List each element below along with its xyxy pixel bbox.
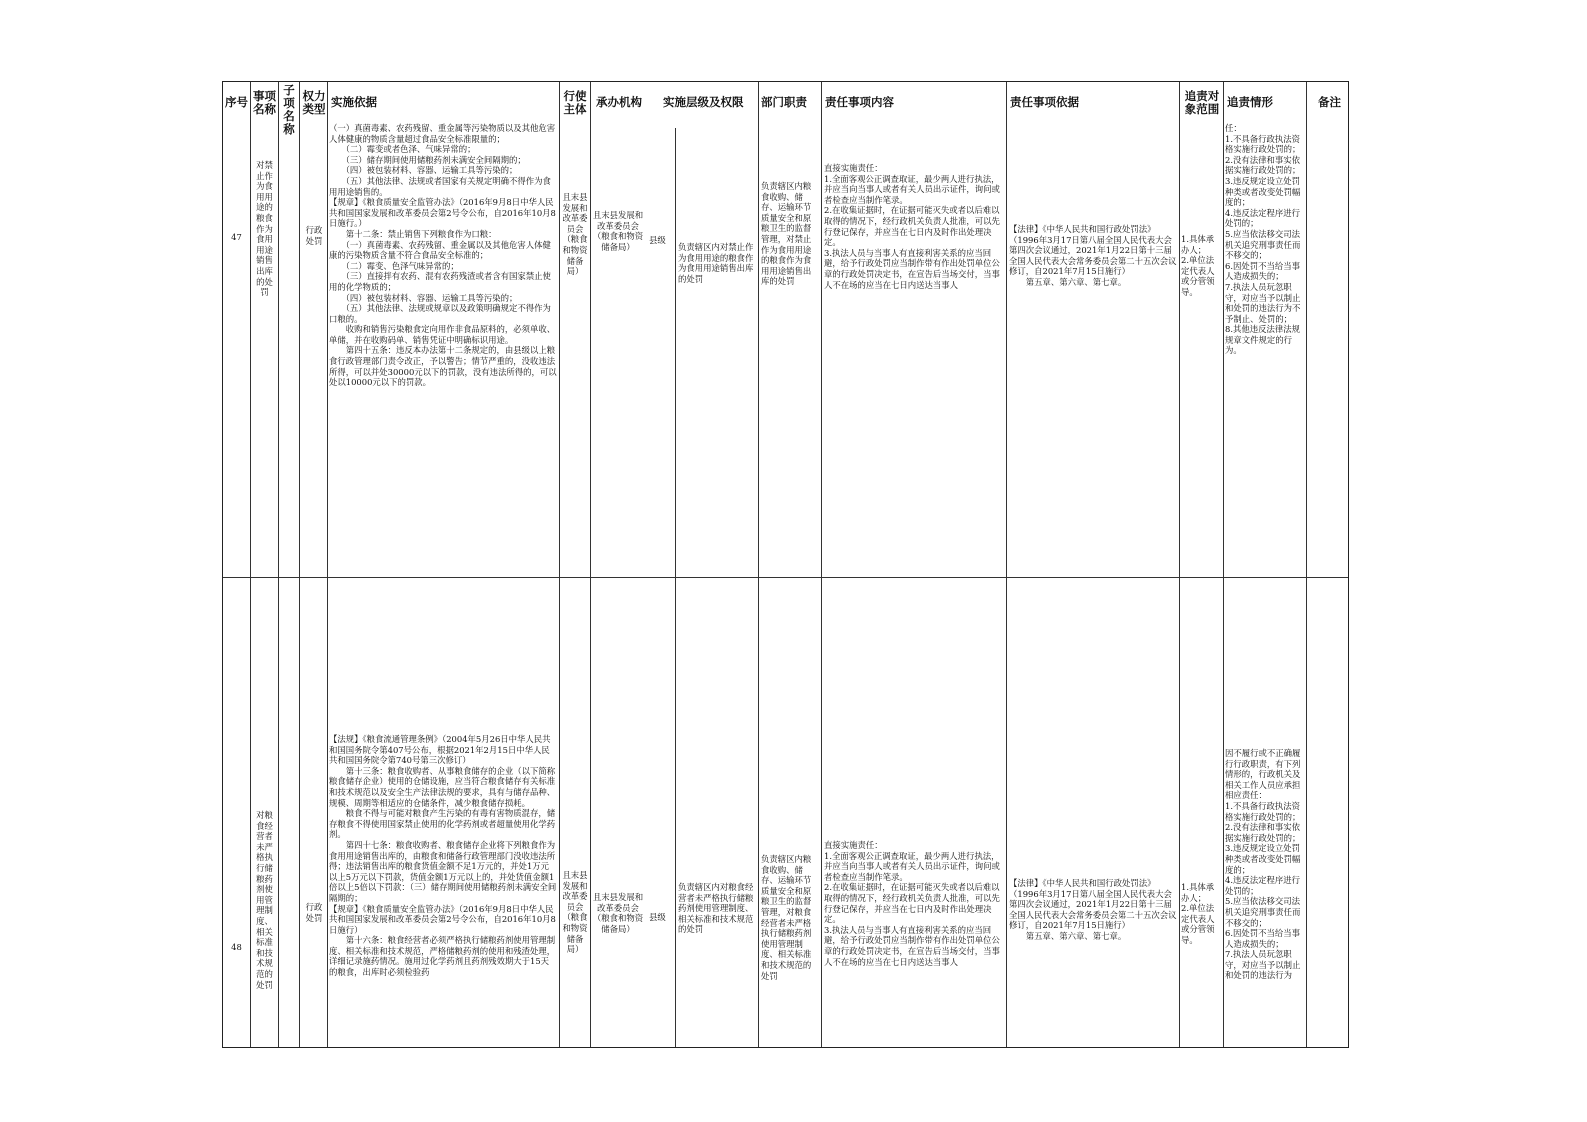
row-48-level-desc: 负责辖区内对粮食经营者未严格执行储粮药剂使用管理制度、相关标准和技术规范的处罚 <box>678 882 754 935</box>
row-47-item: 对禁止作为食用用途的粮食作为食用用途销售出库的处罚 <box>256 160 273 298</box>
row-48-situation: 因不履行或不正确履行行政职责，有下列情形的，行政机关及相关工作人员应承担相应责任： 1.不具备行政执法资格实施行政处罚的； 2.没有法律和事实依据实施行政处罚的； 3.违反规定设立处罚种类或者改变处罚幅度的； 4.违反法定程序进行处罚的； 5.应当依法移交司法机关追究刑事责任而不移交的； 6.因处罚不当给当事人造成损失的； 7.执法人员玩忽职守，对应当予以制止和处罚的违法行为 <box>1225 748 1301 981</box>
col-divider <box>299 82 300 1047</box>
header-sub: 子项名称 <box>283 83 295 136</box>
row-48-scope: 1.具体承办人； 2.单位法定代表人或分管领导。 <box>1181 882 1215 945</box>
col-divider <box>1179 82 1180 1047</box>
header-resp-content: 责任事项内容 <box>825 95 894 109</box>
col-divider <box>821 82 822 1047</box>
row-47-scope: 1.具体承办人； 2.单位法定代表人或分管领导。 <box>1181 234 1215 297</box>
row-48-subject: 且末县发展和改革委员会（粮食和物资储备局） <box>562 870 588 955</box>
row-47-level: 县级 <box>649 235 666 245</box>
row-47-level-desc: 负责辖区内对禁止作为食用用途的粮食作为食用用途销售出库的处罚 <box>678 242 754 284</box>
row-47-resp-content: 直接实施责任： 1.全面客观公正调查取证，最少两人进行执法，并应当向当事人或者有关人员出示证件，询问或者检查应当制作笔录。 2.在收集证据时，在证据可能灭失或者以后难以取得的情况下，经行政机关负责人批准，可以先行登记保存，并应当在七日内及时作出处理决定。 3.执法人员与当事人有直接利害关系的应当回避，给予行政处罚应当制作带有作出处罚单位公章的行政处罚决定书，在宣告后当场交付，当事人不在场的应当在七日内送达当事人 <box>824 163 1000 290</box>
row-47-resp-basis: 【法律】《中华人民共和国行政处罚法》（1996年3月17日第八届全国人民代表大会第四次会议通过，2021年1月22日第十三届全国人民代表大会常务委员会第二十五次会议修订，自2021年7月15日施行） 第五章、第六章、第七章。 <box>1009 224 1177 287</box>
row-47-subject: 且末县发展和改革委员会（粮食和物资储备局） <box>562 192 588 277</box>
header-item: 事项名称 <box>253 89 276 116</box>
row-47-basis: （一）真菌毒素、农药残留、重金属等污染物质以及其他危害人体健康的物质含量超过食品安全标准限量的； （二）霉变或者色泽、气味异常的； （三）储存期间使用储粮药剂未满安全间隔期的； （四）被包装材料、容器、运输工具等污染的； （五）其他法律、法规或者国家有关规定明确不得作为食用用途销售的。 【规章】《粮食质量安全监管办法》（2016年9月8日中华人民共和国国家发展和改革委员会第2号令公布，自2016年10月8日施行。） 第十二条：禁止销售下列粮食作为口粮： （一）真菌毒素、农药残留、重金属以及其他危害人体健康的污染物质含量不符合食品安全标准的； （二）霉变、色泽气味异常的； （三）直接拌有农药、混有农药残渣或者含有国家禁止使用的化学物质的； （四）被包装材料、容器、运输工具等污染的； （五）其他法律、法规或规章以及政策明确规定不得作为口粮的。 收购和销售污染粮食定向用作非食品原料的，必须单收、单储，并在收购码单、销售凭证中明确标识用途。 第四十五条：违反本办法第十二条规定的，由县级以上粮食行政管理部门责令改正，予以警告；情节严重的，没收违法所得，可以并处30000元以下的罚款，没有违法所得的，可以处以10000元以下的罚款。 <box>329 123 557 388</box>
col-divider <box>758 82 759 1047</box>
responsibility-table <box>222 81 1349 1048</box>
col-divider <box>675 128 676 1047</box>
col-divider <box>590 82 591 1047</box>
row-48-resp-content: 直接实施责任： 1.全面客观公正调查取证，最少两人进行执法，并应当向当事人或者有关人员出示证件，询问或者检查应当制作笔录。 2.在收集证据时，在证据可能灭失或者以后难以取得的情况下，经行政机关负责人批准，可以先行登记保存，并应当在七日内及时作出处理决定。 3.执法人员与当事人有直接利害关系的应当回避，给予行政处罚应当制作带有作出处罚单位公章的行政处罚决定书，在宣告后当场交付，当事人不在场的应当在七日内送达当事人 <box>824 840 1000 967</box>
header-level: 实施层级及权限 <box>663 95 744 109</box>
row-47-duty: 负责辖区内粮食收购、储存、运输环节质量安全和原粮卫生的监督管理，对禁止作为食用用途的粮食作为食用用途销售出库的处罚 <box>761 181 812 287</box>
header-remark: 备注 <box>1318 95 1341 109</box>
row-48-duty: 负责辖区内粮食收购、储存、运输环节质量安全和原粮卫生的监督管理，对粮食经营者未严格执行储粮药剂使用管理制度、相关标准和技术规范的处罚 <box>761 854 812 981</box>
col-divider <box>559 82 560 1047</box>
col-divider <box>1306 82 1307 1047</box>
header-basis: 实施依据 <box>331 95 377 109</box>
row-47-seq: 47 <box>231 232 242 242</box>
row-48-item: 对粮食经营者未严格执行储粮药剂使用管理制度、相关标准和技术规范的处罚 <box>256 810 273 990</box>
col-divider <box>250 82 251 1047</box>
row-47-situation: 任： 1.不具备行政执法资格实施行政处罚的； 2.没有法律和事实依据实施行政处罚的； 3.违反规定设立处罚种类或者改变处罚幅度的； 4.违反法定程序进行处罚的； 5.应当依法移交司法机关追究刑事责任而不移交的； 6.因处罚不当给当事人造成损失的； 7.执法人员玩忽职守，对应当予以制止和处罚的违法行为不予制止、处罚的； 8.其他违反法律法规规章文件规定的行为。 <box>1225 123 1301 356</box>
row-47-power-type: 行政处罚 <box>305 225 323 246</box>
row-48-resp-basis: 【法律】《中华人民共和国行政处罚法》（1996年3月17日第八届全国人民代表大会第四次会议通过，2021年1月22日第十三届全国人民代表大会常务委员会第二十五次会议修订，自2021年7月15日施行） 第五章、第六章、第七章。 <box>1009 878 1177 941</box>
header-situation: 追责情形 <box>1227 95 1273 109</box>
header-resp-basis: 责任事项依据 <box>1010 95 1079 109</box>
col-divider <box>327 82 328 1047</box>
header-scope: 追责对象范围 <box>1184 89 1220 116</box>
col-divider <box>1223 82 1224 1047</box>
header-subject: 行使主体 <box>563 89 587 116</box>
row-divider <box>223 577 1348 578</box>
header-agency: 承办机构 <box>596 95 642 109</box>
header-power-type: 权力类型 <box>302 89 326 116</box>
header-duty: 部门职责 <box>761 95 807 109</box>
row-48-seq: 48 <box>231 942 242 952</box>
row-48-level: 县级 <box>649 912 666 922</box>
row-47-agency: 且末县发展和改革委员会（粮食和物资储备局） <box>592 210 644 252</box>
col-divider <box>1006 82 1007 1047</box>
header-seq: 序号 <box>225 95 248 109</box>
col-divider <box>278 82 279 1047</box>
row-48-basis: 【法规】《粮食流通管理条例》（2004年5月26日中华人民共和国国务院令第407号公布，根据2021年2月15日中华人民共和国国务院令第740号第三次修订） 第十三条：粮食收购者、从事粮食储存的企业（以下简称粮食储存企业）使用的仓储设施，应当符合粮食储存有关标准和技术规范以及安全生产法律法规的要求，具有与储存品种、规模、周期等相适应的仓储条件，减少粮食储存损耗。 粮食不得与可能对粮食产生污染的有毒有害物质混存，储存粮食不得使用国家禁止使用的化学药剂或者超量使用化学药剂。 第四十七条：粮食收购者、粮食储存企业将下列粮食作为食用用途销售出库的，由粮食和储备行政管理部门没收违法所得；违法销售出库的粮食货值金额不足1万元的，并处1万元以上5万元以下罚款，货值金额1万元以上的，并处货值金额1倍以上5倍以下罚款：（三）储存期间使用储粮药剂未满安全间隔期的； 【规章】《粮食质量安全监管办法》（2016年9月8日中华人民共和国国家发展和改革委员会第2号令公布，自2016年10月8日施行） 第十六条：粮食经营者必须严格执行储粮药剂使用管理制度、相关标准和技术规范，严格储粮药剂的使用和残渣处理，详细记录施药情况。施用过化学药剂且药剂残效期大于15天的粮食，出库时必须检验药 <box>329 734 557 978</box>
row-48-power-type: 行政处罚 <box>305 902 323 923</box>
row-48-agency: 且末县发展和改革委员会（粮食和物资储备局） <box>592 892 644 934</box>
